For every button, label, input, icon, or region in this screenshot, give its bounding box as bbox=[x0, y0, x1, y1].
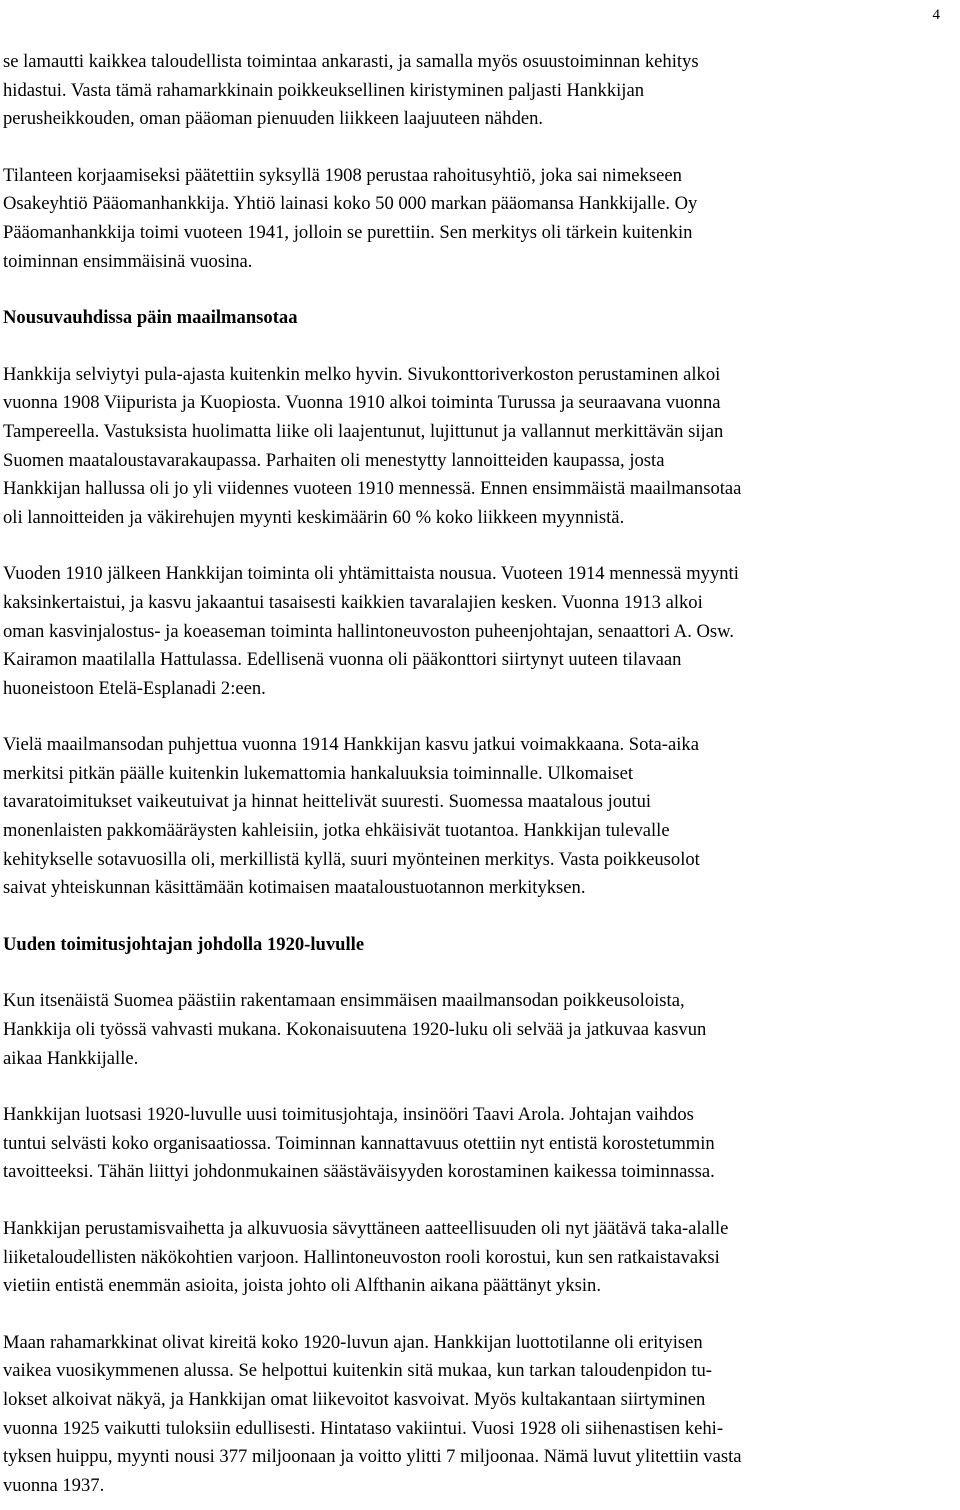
text-line: Osakeyhtiö Pääomanhankkija. Yhtiö lainasi koko 50 000 markan pääomansa Hankkijalle. Oy bbox=[3, 193, 698, 215]
text-line: Hankkijan luotsasi 1920-luvulle uusi toimitusjohtaja, insinööri Taavi Arola. Johtajan vaihdos bbox=[3, 1104, 694, 1126]
text-line: vuonna 1937. bbox=[3, 1474, 105, 1496]
text-line: tyksen huippu, myynti nousi 377 miljoonaan ja voitto ylitti 7 miljoonaa. Nämä luvut ylitettiin vasta bbox=[3, 1446, 742, 1468]
paragraph bbox=[3, 560, 943, 703]
text-line: Tampereella. Vastuksista huolimatta liike oli laajentunut, lujittunut ja vallannut merkittävän sijan bbox=[3, 420, 724, 442]
text-line: Pääomanhankkija toimi vuoteen 1941, jolloin se purettiin. Sen merkitys oli tärkein kuitenkin bbox=[3, 221, 693, 243]
paragraph-spacer bbox=[3, 333, 943, 361]
text-line: liiketaloudellisten näkökohtien varjoon. Hallintoneuvoston rooli korostui, kun sen ratkaistavaksi bbox=[3, 1246, 720, 1268]
paragraph bbox=[3, 987, 943, 1073]
text-line: Maan rahamarkkinat olivat kireitä koko 1920-luvun ajan. Hankkijan luottotilanne oli erityisen bbox=[3, 1331, 703, 1353]
text-line: oli lannoitteiden ja väkirehujen myynti keskimäärin 60 % koko liikkeen myynnistä. bbox=[3, 506, 625, 528]
paragraph bbox=[3, 48, 943, 134]
heading-line: Nousuvauhdissa päin maailmansotaa bbox=[3, 307, 298, 329]
paragraph bbox=[3, 162, 943, 276]
text-line: kehitykselle sotavuosilla oli, merkillistä kyllä, suuri myönteinen merkitys. Vasta poikkeusolot bbox=[3, 848, 700, 870]
page-number: 4 bbox=[932, 7, 940, 23]
text-line: Hankkijan perustamisvaihetta ja alkuvuosia sävyttäneen aatteellisuuden oli nyt jäätävä taka-alalle bbox=[3, 1218, 729, 1239]
text-line: toiminnan ensimmäisinä vuosina. bbox=[3, 250, 253, 272]
text-line: perusheikkouden, oman pääoman pienuuden liikkeen laajuuteen nähden. bbox=[3, 108, 544, 130]
paragraph-spacer bbox=[3, 1301, 943, 1329]
text-line: Hankkija selviytyi pula-ajasta kuitenkin melko hyvin. Sivukonttoriverkoston perustaminen alkoi bbox=[3, 363, 721, 385]
text-line: hidastui. Vasta tämä rahamarkkinain poikkeuksellinen kiristyminen paljasti Hankkijan bbox=[3, 79, 644, 101]
text-line: monenlaisten pakkomääräysten kahleisiin, jotka ehkäisivät tuotantoa. Hankkijan tulevalle bbox=[3, 820, 670, 842]
paragraph bbox=[3, 1101, 943, 1187]
text-line: Tilanteen korjaamiseksi päätettiin syksyllä 1908 perustaa rahoitusyhtiö, joka sai nimekseen bbox=[3, 164, 682, 186]
paragraph bbox=[3, 361, 943, 533]
paragraph bbox=[3, 731, 943, 903]
text-line: vietiin entistä enemmän asioita, joista johto oli Alfthanin aikana päättänyt yksin. bbox=[3, 1275, 601, 1297]
heading-line: Uuden toimitusjohtajan johdolla 1920-luvulle bbox=[3, 933, 365, 955]
paragraph-spacer bbox=[3, 703, 943, 731]
document-body bbox=[3, 48, 943, 1500]
text-line: Kun itsenäistä Suomea päästiin rakentamaan ensimmäisen maailmansodan poikkeusoloista, bbox=[3, 990, 685, 1012]
text-line: oman kasvinjalostus- ja koeaseman toiminta hallintoneuvoston puheenjohtajan, senaattori A. Osw. bbox=[3, 620, 735, 642]
text-line: Hankkijan hallussa oli jo yli viidennes vuoteen 1910 mennessä. Ennen ensimmäistä maailmansotaa bbox=[3, 478, 742, 500]
paragraph-spacer bbox=[3, 903, 943, 931]
paragraph bbox=[3, 1329, 943, 1501]
section-heading bbox=[3, 304, 943, 333]
paragraph-spacer bbox=[3, 1187, 943, 1215]
text-line: kaksinkertaistui, ja kasvu jakaantui tasaisesti kaikkien tavaralajien kesken. Vuonna 1913 alkoi bbox=[3, 591, 703, 613]
text-line: tavoitteeksi. Tähän liittyi johdonmukainen säästäväisyyden korostaminen kaikessa toiminnassa. bbox=[3, 1161, 715, 1183]
text-line: merkitsi pitkän päälle kuitenkin lukemattomia hankaluuksia toiminnalle. Ulkomaiset bbox=[3, 762, 633, 784]
text-line: tuntui selvästi koko organisaatiossa. Toiminnan kannattavuus otettiin nyt entistä korostetummin bbox=[3, 1132, 715, 1154]
text-line: lokset alkoivat näkyä, ja Hankkijan omat liikevoitot kasvoivat. Myös kultakantaan siirtyminen bbox=[3, 1388, 706, 1410]
paragraph-spacer bbox=[3, 134, 943, 162]
paragraph-spacer bbox=[3, 959, 943, 987]
text-line: huoneistoon Etelä-Esplanadi 2:een. bbox=[3, 677, 266, 699]
text-line: tavaratoimitukset vaikeutuivat ja hinnat heittelivät suuresti. Suomessa maatalous joutui bbox=[3, 791, 652, 813]
paragraph bbox=[3, 1215, 943, 1301]
text-line: aikaa Hankkijalle. bbox=[3, 1047, 139, 1069]
text-line: Vielä maailmansodan puhjettua vuonna 1914 Hankkijan kasvu jatkui voimakkaana. Sota-aika bbox=[3, 734, 699, 756]
text-line: Kairamon maatilalla Hattulassa. Edellisenä vuonna oli pääkonttori siirtynyt uuteen tilavaan bbox=[3, 649, 682, 671]
text-line: saivat yhteiskunnan käsittämään kotimaisen maataloustuotannon merkityksen. bbox=[3, 877, 586, 899]
text-line: vaikea vuosikymmenen alussa. Se helpottui kuitenkin sitä mukaa, kun tarkan taloudenpidon tu- bbox=[3, 1360, 712, 1382]
text-line: Hankkija oli työssä vahvasti mukana. Kokonaisuutena 1920-luku oli selvää ja jatkuvaa kasvun bbox=[3, 1019, 707, 1041]
text-line: Suomen maataloustavarakaupassa. Parhaiten oli menestytty lannoitteiden kaupassa, josta bbox=[3, 449, 665, 471]
paragraph-spacer bbox=[3, 276, 943, 304]
text-line: se lamautti kaikkea taloudellista toimintaa ankarasti, ja samalla myös osuustoiminnan kehitys bbox=[3, 51, 699, 72]
text-line: vuonna 1925 vaikutti tuloksiin edullisesti. Hintataso vakiintui. Vuosi 1928 oli siihenastisen kehi- bbox=[3, 1417, 724, 1439]
text-line: Vuoden 1910 jälkeen Hankkijan toiminta oli yhtämittaista nousua. Vuoteen 1914 mennessä myynti bbox=[3, 563, 739, 585]
paragraph-spacer bbox=[3, 1073, 943, 1101]
section-heading bbox=[3, 931, 943, 960]
text-line: vuonna 1908 Viipurista ja Kuopiosta. Vuonna 1910 alkoi toiminta Turussa ja seuraavana vuonna bbox=[3, 392, 721, 414]
paragraph-spacer bbox=[3, 532, 943, 560]
